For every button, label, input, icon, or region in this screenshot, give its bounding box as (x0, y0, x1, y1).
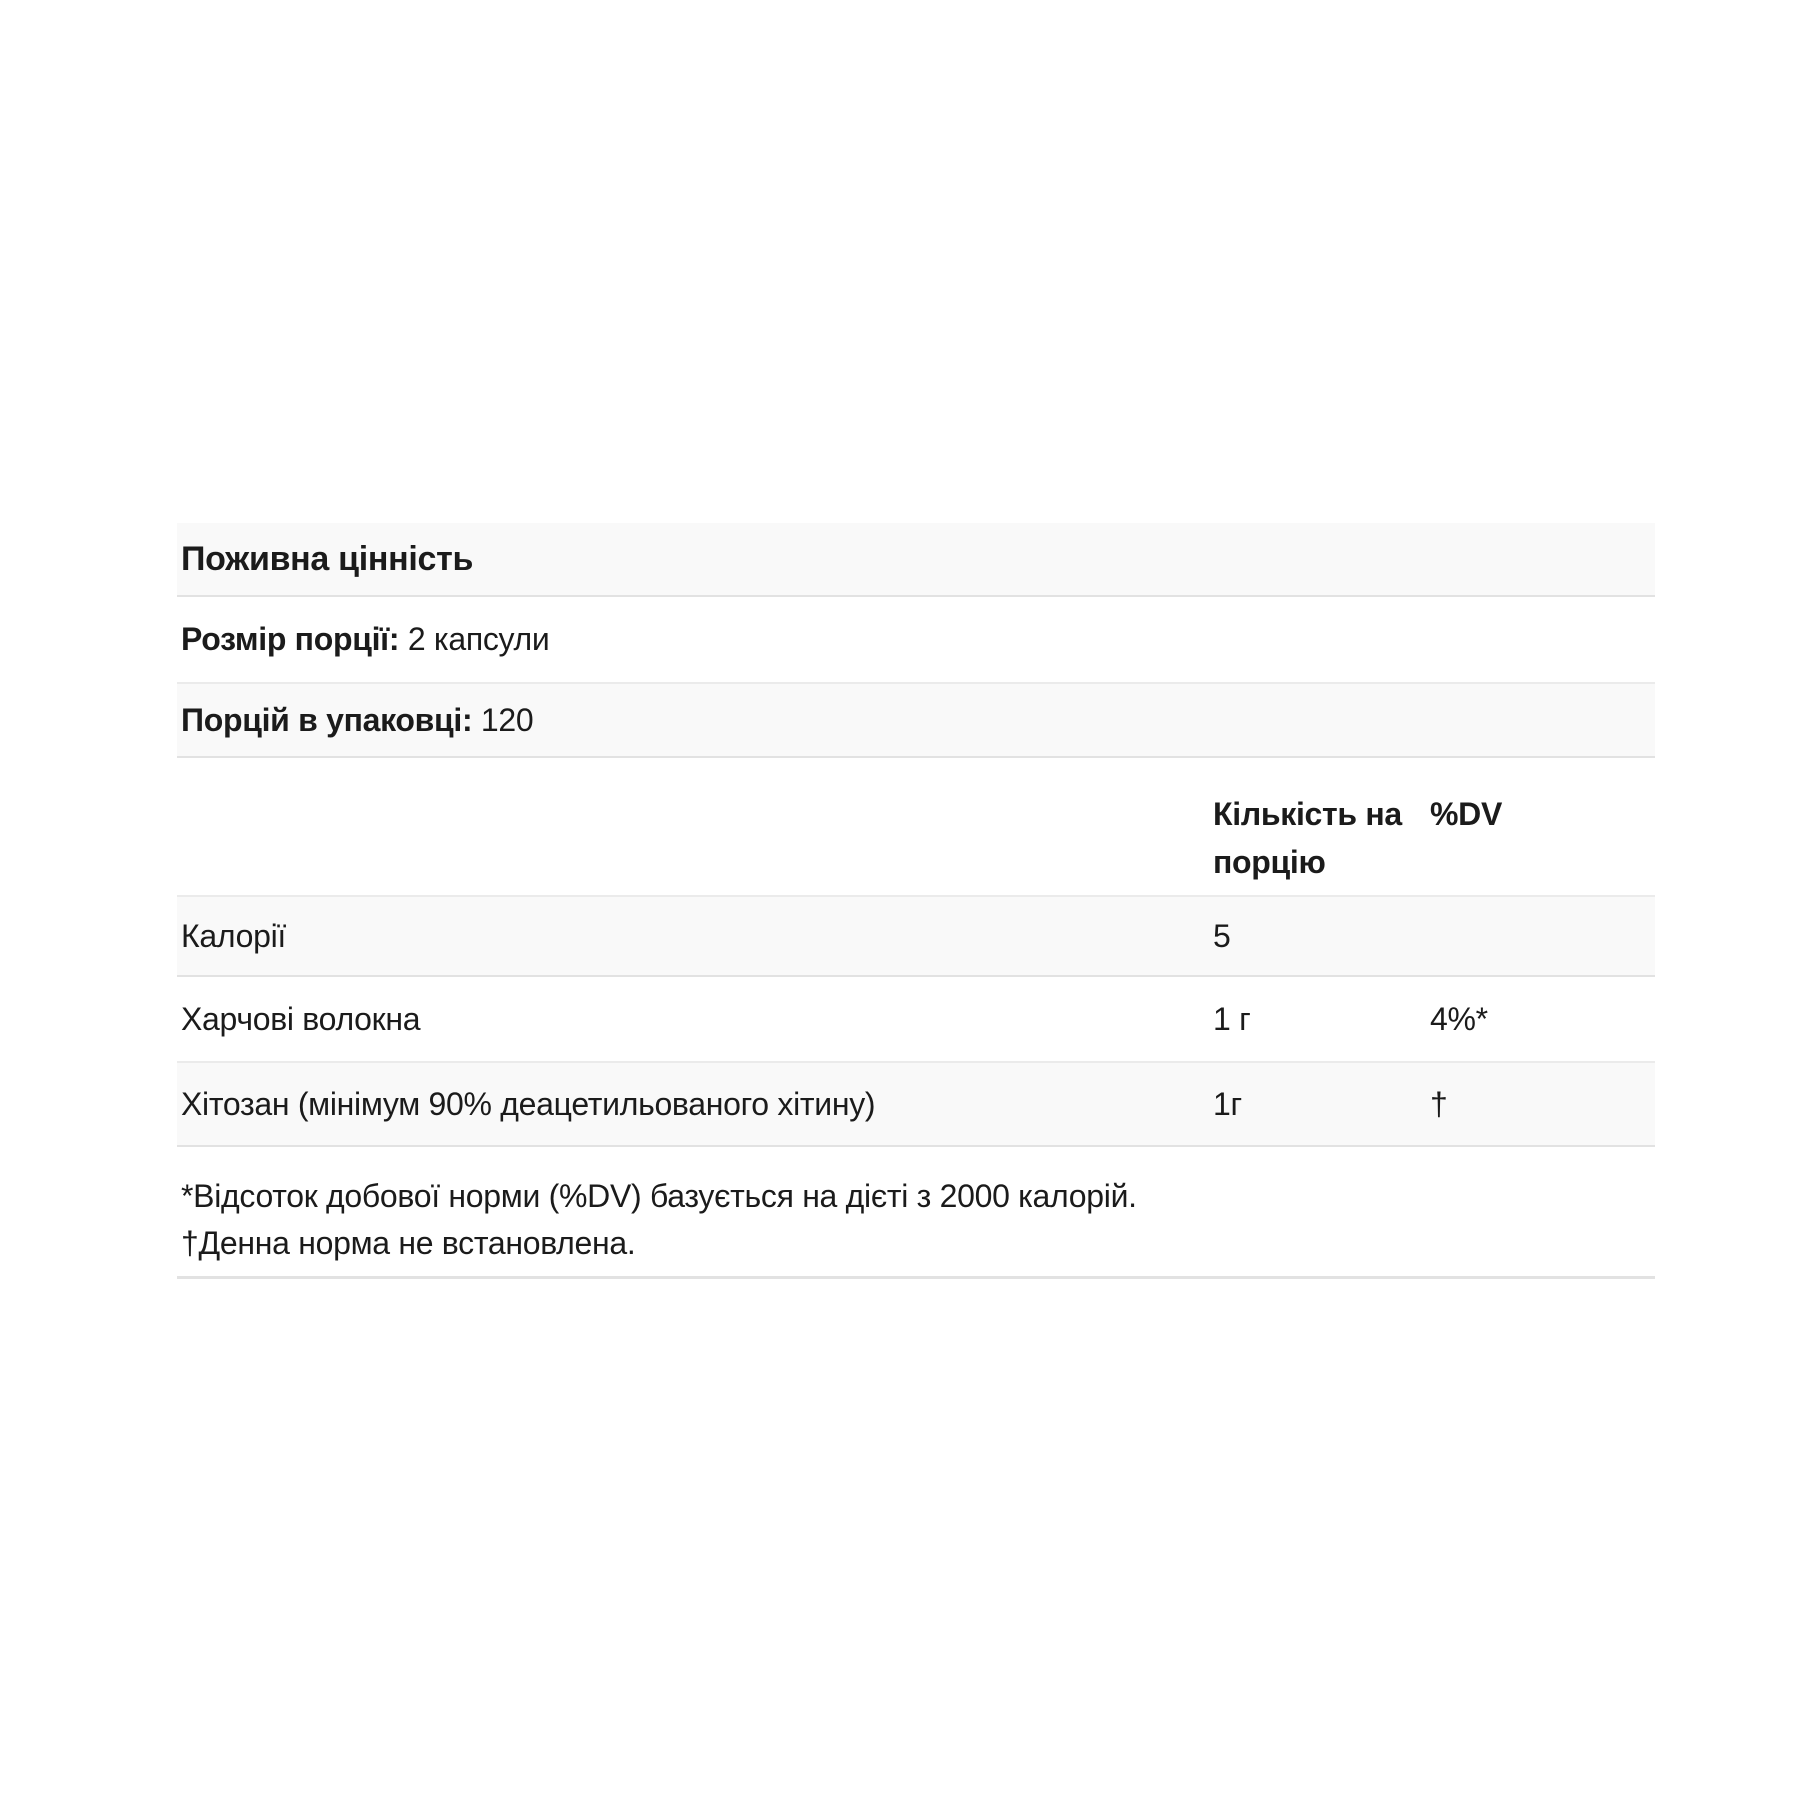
serving-size-value: 2 капсули (399, 621, 550, 657)
row-dv: 4%* (1430, 1000, 1488, 1037)
row-label: Хітозан (мінімум 90% деацетильованого хітину) (181, 1085, 876, 1122)
servings-per-container-value: 120 (472, 701, 534, 738)
table-row (177, 977, 1655, 1061)
row-label: Харчові волокна (181, 1000, 421, 1037)
table-title-bar (177, 523, 1655, 597)
table-title: Поживна цінність (181, 539, 474, 578)
bottom-divider (177, 1276, 1655, 1279)
footnotes (177, 1147, 1655, 1276)
row-dv: † (1430, 1085, 1448, 1122)
column-header-row (177, 758, 1655, 895)
serving-size-row (177, 597, 1655, 682)
row-label: Калорії (181, 917, 286, 954)
servings-per-container-label: Порцій в упаковці: (181, 701, 473, 738)
footnote-dv-basis: *Відсоток добової норми (%DV) базується на дієті з 2000 калорій. (181, 1178, 1137, 1214)
table-row (177, 895, 1655, 977)
percent-dv-header: %DV (1430, 796, 1503, 832)
serving-size-label: Розмір порції: (181, 621, 400, 657)
nutrition-facts-table (177, 523, 1655, 1279)
servings-per-container-row (177, 682, 1655, 758)
row-amount: 5 (1213, 917, 1231, 954)
table-row (177, 1061, 1655, 1147)
footnote-dv-not-established: †Денна норма не встановлена. (181, 1225, 636, 1261)
amount-per-serving-header: Кількість на порцію (1213, 796, 1402, 880)
row-amount: 1 г (1213, 1000, 1251, 1037)
row-amount: 1г (1213, 1085, 1242, 1122)
